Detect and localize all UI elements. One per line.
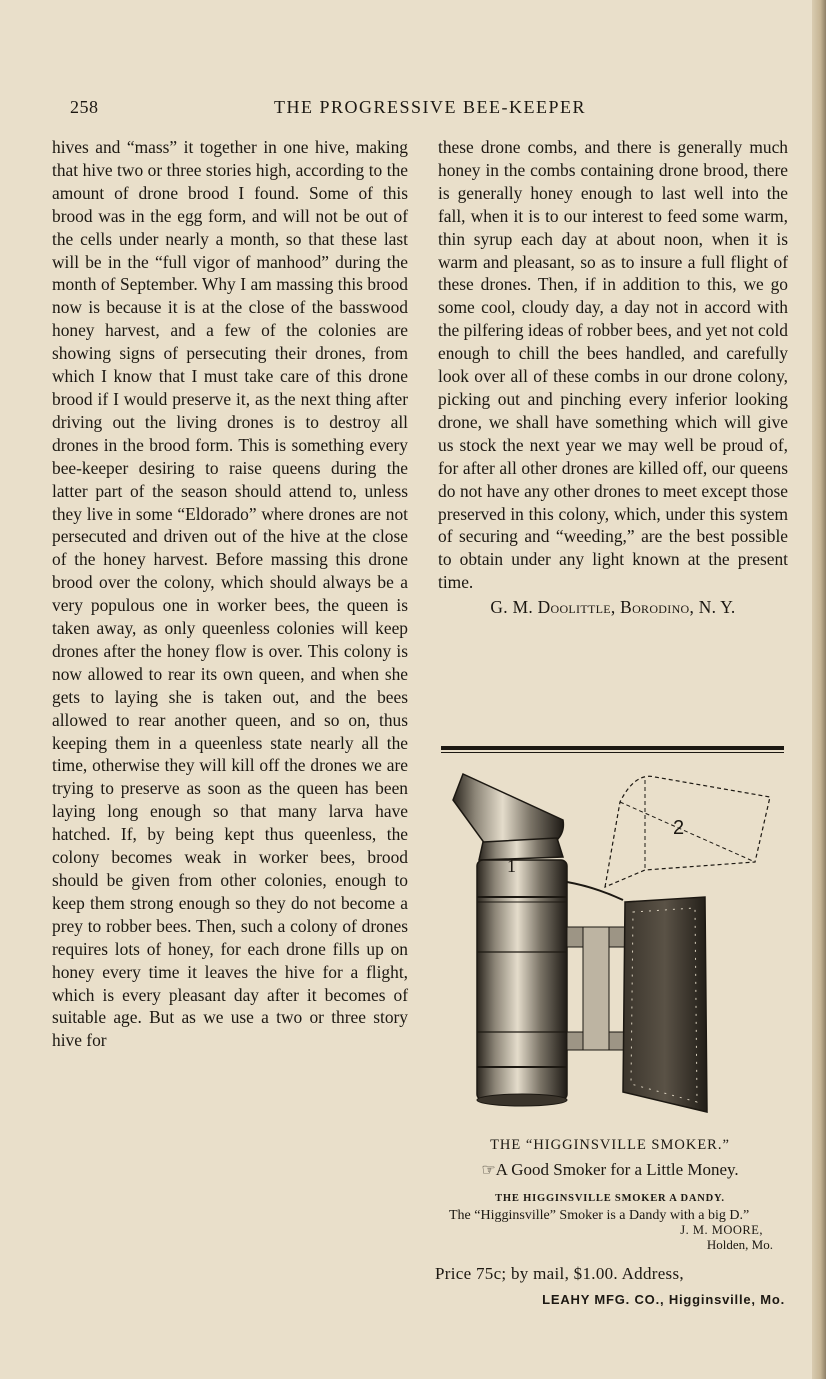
smoker-advertisement [435, 1137, 785, 1307]
ad-testimonial-block [435, 1208, 785, 1254]
ad-testimonial-quote: The “Higginsville” Smoker is a Dandy with a big D.” [449, 1208, 750, 1223]
figure-label-1: 1 [507, 856, 516, 876]
smoker-illustration [445, 762, 785, 1137]
article-right-column [438, 136, 788, 619]
ad-tagline: A Good Smoker for a Little Money. [495, 1160, 739, 1179]
ad-testimonial-heading: THE HIGGINSVILLE SMOKER A DANDY. [495, 1193, 725, 1204]
page-number: 258 [70, 97, 99, 117]
figure-label-2: 2 [673, 817, 685, 839]
section-divider [441, 746, 784, 750]
ad-testimonial-location: Holden, Mo. [706, 1237, 773, 1252]
article-text-left: hives and “mass” it together in one hive, making that hive two or three stories high, according to the amount of drone brood I found. Some of this brood was in the egg form, and will not be out of the cells under nearly a month, so that these last will be in the “full vigor of manhood” during the month of September. Why I am massing this brood now is because it is at the close of the basswood honey harvest, and a few of the colonies are showing signs of persecuting their drones, from which I know that I must take care of this drone brood if I would preserve it, as the next thing after driving out the living drones is to destroy all drones in the brood form. This is something every bee-keeper desiring to raise queens during the latter part of the season should attend to, unless they live in some “Eldorado” where drones are not persecuted and driven out of the hive at the close of the honey harvest. Before massing this drone brood over the colony, which should always be a very populous one in worker bees, the queen is taken away, as only queenless colonies will keep drones after the honey flow is over. This colony is now allowed to rear its own queen, and when she gets to laying she is taken out, and the bees allowed to rear another queen, and so on, thus keeping them in a queenless state nearly all the time, otherwise they will kill off the drones we are trying to preserve as soon as the queen has been laying long enough so that many larva have hatched. If, by being kept thus queenless, the colony becomes weak in worker bees, brood should be given from other colonies, enough to keep them strong enough so they do not become a prey to robber bees. Then, such a colony of drones requires lots of honey, for each drone fills up on honey every time it leaves the hive for a flight, which is every pleasant day after it becomes of suitable age. But as we use a two or three story hive for [52, 137, 408, 1051]
ad-company: LEAHY MFG. CO., Higginsville, Mo. [542, 1292, 785, 1307]
smoker-bellows [623, 897, 707, 1112]
page-edge [812, 0, 826, 1379]
ad-testimonial-author: J. M. MOORE, [680, 1223, 763, 1237]
ad-caption: THE “HIGGINSVILLE SMOKER.” [490, 1137, 730, 1153]
page-header [70, 97, 790, 123]
smoker-nozzle [453, 774, 563, 844]
article-left-column [52, 136, 408, 1052]
section-divider-thin [441, 752, 784, 753]
ad-tagline-row [435, 1160, 785, 1180]
article-text-right: these drone combs, and there is generally much honey in the combs containing drone brood, there is generally honey enough to last well into the fall, when it is to our interest to feed some warm, thin syrup each day at about noon, when it is warm and pleasant, so as to insure a full flight of these drones. Then, if in addition to this, we go some cool, cloudy day, a day not in accord with the pilfering ideas of robber bees, and yet not cold enough to chill the bees handled, and carefully look over all of these combs in our drone colony, picking out and pinching every inferior looking drone, we shall have something which will give us stock the next year we may well be proud of, for after all other drones are killed off, our queens do not have any other drones to meet except those preserved in this colony, which, under this system of securing and “weeding,” are the best possible to obtain under any light known at the present time. [438, 137, 788, 593]
smoker-lid [479, 838, 563, 860]
author-signature: G. M. Doolittle, Borodino, N. Y. [490, 597, 736, 618]
ad-price: Price 75c; by mail, $1.00. Address, [435, 1264, 684, 1283]
running-title: THE PROGRESSIVE BEE-KEEPER [273, 97, 586, 117]
pointing-hand-icon: ☞ [481, 1162, 496, 1179]
